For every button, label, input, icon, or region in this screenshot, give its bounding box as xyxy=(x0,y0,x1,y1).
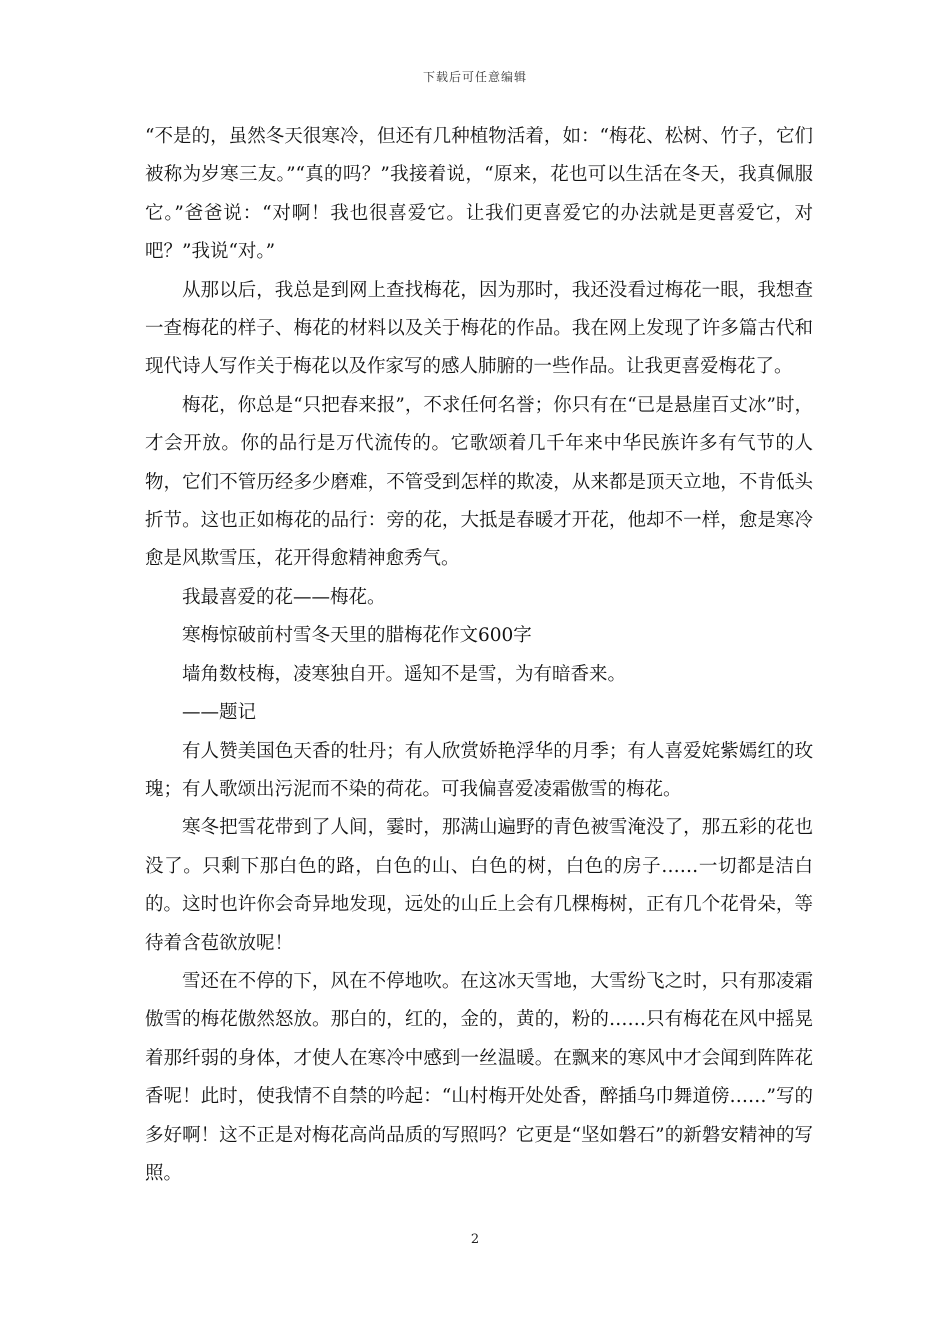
epigraph-attribution: ——题记 xyxy=(182,702,257,724)
paragraph: 从那以后，我总是到网上查找梅花，因为那时，我还没看过梅花一眼，我想查一查梅花的样子、梅花的材料以及关于梅花的作品。我在网上发现了许多篇古代和现代诗人写作关于梅花以及作家写的感人肺腑的一些作品。让我更喜爱梅花了。 xyxy=(145,279,813,378)
page-number: 2 xyxy=(470,1232,480,1247)
paragraph: 寒冬把雪花带到了人间，霎时，那满山遍野的青色被雪淹没了，那五彩的花也没了。只剩下那白色的路，白色的山、白色的树，白色的房子……一切都是洁白的。这时也许你会奇异地发现，远处的山丘上会有几棵梅树，正有几个花骨朵，等待着含苞欲放呢！ xyxy=(145,817,813,954)
paragraph: 梅花，你总是“只把春来报”，不求任何名誉；你只有在“已是悬崖百丈冰”时，才会开放。你的品行是万代流传的。它歌颂着几千年来中华民族许多有气节的人物，它们不管历经多少磨难，不管受到怎样的欺凌，从来都是顶天立地，不肯低头折节。这也正如梅花的品行：旁的花，大抵是春暖才开花，他却不一样，愈是寒冷愈是风欺雪压，花开得愈精神愈秀气。 xyxy=(145,394,813,570)
epigraph-poem: 墙角数枝梅，凌寒独自开。遥知不是雪，为有暗香来。 xyxy=(182,663,627,685)
document-body xyxy=(145,118,813,1193)
paragraph: 有人赞美国色天香的牡丹；有人欣赏娇艳浮华的月季；有人喜爱姹紫嫣红的玫瑰；有人歌颂出污泥而不染的荷花。可我偏喜爱凌霜傲雪的梅花。 xyxy=(145,740,813,800)
essay-title: 寒梅惊破前村雪冬天里的腊梅花作文600字 xyxy=(182,625,532,647)
paragraph: “不是的，虽然冬天很寒冷，但还有几种植物活着，如：“梅花、松树、竹子，它们被称为岁寒三友。”“真的吗？”我接着说，“原来，花也可以生活在冬天，我真佩服它。”爸爸说：“对啊！我也很喜爱它。让我们更喜爱它的办法就是更喜爱它，对吧？”我说“对。” xyxy=(145,126,813,263)
paragraph: 我最喜爱的花——梅花。 xyxy=(182,586,386,608)
page-header: 下载后可任意编辑 xyxy=(422,70,527,84)
paragraph: 雪还在不停的下，风在不停地吹。在这冰天雪地，大雪纷飞之时，只有那凌霜傲雪的梅花傲然怒放。那白的，红的，金的，黄的，粉的……只有梅花在风中摇晃着那纤弱的身体，才使人在寒冷中感到一丝温暖。在飘来的寒风中才会闻到阵阵花香呢！此时，使我情不自禁的吟起：“山村梅开处处香，醉插乌巾舞道傍……”写的多好啊！这不正是对梅花高尚品质的写照吗？它更是“坚如磐石”的新磐安精神的写照。 xyxy=(145,970,813,1184)
